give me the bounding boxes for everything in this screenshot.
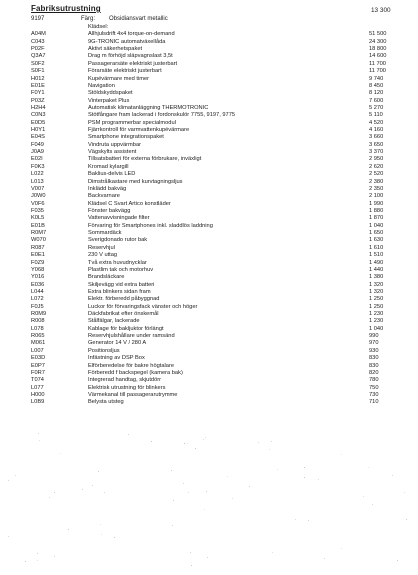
scan-speck xyxy=(92,485,93,486)
item-price: 1 320 xyxy=(369,288,384,295)
scan-speck xyxy=(104,492,105,493)
scan-speck xyxy=(98,471,99,472)
item-price: 820 xyxy=(369,369,379,376)
item-description: PSM programmerbar specialmodul xyxy=(88,119,176,126)
scan-speck xyxy=(114,537,115,538)
item-price: 1 040 xyxy=(369,325,384,332)
item-price: 1 320 xyxy=(369,281,384,288)
scan-speck xyxy=(183,483,184,484)
equipment-row xyxy=(31,348,411,355)
item-code: J0A9 xyxy=(31,149,44,156)
item-code: L078 xyxy=(31,325,44,332)
item-code: V0F6 xyxy=(31,200,45,207)
item-price: 5 270 xyxy=(369,104,384,111)
item-price: 830 xyxy=(369,355,379,362)
equipment-row xyxy=(31,260,411,267)
equipment-row xyxy=(31,83,411,90)
equipment-row xyxy=(31,193,411,200)
item-description: Stålfälgar, lackerade xyxy=(88,318,140,325)
equipment-row xyxy=(31,282,411,289)
item-description: Extra blinkers sidan fram xyxy=(88,288,151,295)
item-code: F0J5 xyxy=(31,303,44,310)
scan-speck xyxy=(206,491,207,492)
item-description: Klädsel C Svart Artico konstläder xyxy=(88,200,171,207)
item-description: Backvarnare xyxy=(88,193,120,200)
scan-speck xyxy=(190,552,191,553)
equipment-row xyxy=(31,215,411,222)
scan-speck xyxy=(15,475,16,476)
scan-speck xyxy=(68,529,69,530)
scan-speck xyxy=(272,552,273,553)
item-code: E036 xyxy=(31,281,45,288)
item-code: E0D5 xyxy=(31,119,46,126)
scan-speck xyxy=(184,443,185,444)
equipment-row xyxy=(31,53,411,60)
scan-speck xyxy=(304,467,305,468)
equipment-row xyxy=(31,98,411,105)
item-price: 1 380 xyxy=(369,274,384,281)
item-description: Dimstrålkastare med kurvtagningsljus xyxy=(88,178,183,185)
equipment-row xyxy=(31,208,411,215)
equipment-row xyxy=(31,31,411,38)
item-price: 970 xyxy=(369,340,379,347)
item-price: 1 230 xyxy=(369,311,384,318)
item-description: Vindruta uppvärmbar xyxy=(88,141,142,148)
scan-speck xyxy=(37,553,38,554)
item-code: S0F1 xyxy=(31,68,45,75)
item-description: Vattenavvisningade filter xyxy=(88,215,150,222)
item-description: Fönster bakvägg xyxy=(88,207,131,214)
equipment-row xyxy=(31,39,411,46)
scan-speck xyxy=(8,536,9,537)
scan-speck xyxy=(406,519,407,520)
item-code: E03D xyxy=(31,355,46,362)
equipment-row xyxy=(31,179,411,186)
scan-speck xyxy=(249,486,250,487)
item-description: 9G-TRONIC automatväxellåda xyxy=(88,38,166,45)
scan-speck xyxy=(318,479,319,480)
item-code: S0F2 xyxy=(31,60,45,67)
equipment-row xyxy=(31,186,411,193)
equipment-row xyxy=(31,267,411,274)
equipment-row xyxy=(31,171,411,178)
item-code: L0B9 xyxy=(31,399,45,406)
scan-speck xyxy=(205,437,206,438)
item-price: 1 440 xyxy=(369,266,384,273)
scan-speck xyxy=(308,520,309,521)
scan-speck xyxy=(54,492,55,493)
scan-speck xyxy=(173,500,174,501)
item-description: Elförberedelse för bakre högtalare xyxy=(88,362,174,369)
item-code: H012 xyxy=(31,75,45,82)
item-description: Vinterpaket Plus xyxy=(88,97,130,104)
item-description: Förberedd f backspegel (kamera bak) xyxy=(88,369,183,376)
item-code: E01E xyxy=(31,82,45,89)
scan-speck xyxy=(191,565,192,566)
item-price: 8 450 xyxy=(369,82,384,89)
equipment-row xyxy=(31,142,411,149)
item-description: Kablage för bakljuktor förlängt xyxy=(88,325,164,332)
item-code: E04S xyxy=(31,134,45,141)
scan-speck xyxy=(304,477,305,478)
item-price: 1 650 xyxy=(369,230,384,237)
equipment-row xyxy=(31,90,411,97)
item-code: M061 xyxy=(31,340,46,347)
item-code: L044 xyxy=(31,288,44,295)
equipment-row xyxy=(31,274,411,281)
item-code: R0M9 xyxy=(31,311,47,318)
scan-speck xyxy=(100,524,101,525)
item-price: 7 600 xyxy=(369,97,384,104)
item-code: F049 xyxy=(31,141,44,148)
item-code: V007 xyxy=(31,185,45,192)
item-description: Positionsljus xyxy=(88,347,120,354)
item-code: C043 xyxy=(31,38,45,45)
item-code: R0M7 xyxy=(31,230,47,237)
item-description: Automatisk klimatanläggning THERMOTRONIC xyxy=(88,104,209,111)
equipment-row xyxy=(31,377,411,384)
equipment-row xyxy=(31,68,411,75)
item-description: Vägskylts assistent xyxy=(88,149,137,156)
item-description: Elektrisk utrustning för blinkers xyxy=(88,384,166,391)
item-code: P02F xyxy=(31,46,45,53)
equipment-row xyxy=(31,370,411,377)
item-description: Infästning av DSP Box xyxy=(88,355,145,362)
scan-speck xyxy=(227,476,228,477)
item-price: 1 990 xyxy=(369,200,384,207)
item-price: 4 520 xyxy=(369,119,384,126)
item-description: Elektr. förberedd påbyggnad xyxy=(88,296,160,303)
item-code: A04M xyxy=(31,31,46,38)
equipment-row xyxy=(31,134,411,141)
item-description: Plastlim tak och motorhuv xyxy=(88,266,154,273)
equipment-row xyxy=(31,296,411,303)
scan-speck xyxy=(258,442,259,443)
scan-speck xyxy=(295,519,296,520)
item-code: L013 xyxy=(31,178,44,185)
item-code: H2H4 xyxy=(31,104,46,111)
equipment-row xyxy=(31,355,411,362)
equipment-row xyxy=(31,201,411,208)
item-description: Förvaring för Smartphones inkl. sladdlös laddning xyxy=(88,222,213,229)
scan-speck xyxy=(8,480,9,481)
item-price: 1 230 xyxy=(369,318,384,325)
item-price: 51 500 xyxy=(369,31,387,38)
equipment-row xyxy=(31,340,411,347)
item-description: Brandsläckare xyxy=(88,274,125,281)
color-code: 9197 xyxy=(31,16,45,22)
scan-speck xyxy=(187,443,188,444)
item-price: 2 620 xyxy=(369,163,384,170)
item-price: 2 380 xyxy=(369,178,384,185)
item-price: 710 xyxy=(369,399,379,406)
item-description: Belysta utsteg xyxy=(88,399,124,406)
equipment-row xyxy=(31,318,411,325)
scan-speck xyxy=(195,448,196,449)
item-price: 1 490 xyxy=(369,259,384,266)
color-label: Färg: xyxy=(81,16,96,22)
item-description: Luckor för förvaringsfack vänster och höger xyxy=(88,303,198,310)
item-description: Stöldskyddspaket xyxy=(88,90,133,97)
scan-speck xyxy=(397,560,398,561)
item-price: 11 700 xyxy=(369,68,386,75)
equipment-row xyxy=(31,392,411,399)
scan-speck xyxy=(101,534,102,535)
item-description: 230 V uttag xyxy=(88,252,118,259)
item-code: E0P7 xyxy=(31,362,45,369)
item-price: 750 xyxy=(369,384,379,391)
scan-speck xyxy=(232,498,233,499)
item-code: F0Z9 xyxy=(31,259,45,266)
item-description: Integrerad handtag, skjutdörr xyxy=(88,377,162,384)
item-description: Passagerarsäte elektriskt justerbart xyxy=(88,60,178,67)
scan-speck xyxy=(82,489,83,490)
item-price: 14 600 xyxy=(369,53,387,60)
scan-speck xyxy=(341,454,342,455)
item-code: L077 xyxy=(31,384,44,391)
item-price: 1 250 xyxy=(369,296,384,303)
item-code: Q3A7 xyxy=(31,53,46,60)
equipment-row xyxy=(31,245,411,252)
item-description: Smartphone integrationspaket xyxy=(88,134,164,141)
item-description: Inklädd bakväg xyxy=(88,185,127,192)
scan-speck xyxy=(39,440,40,441)
item-price: 1 630 xyxy=(369,237,384,244)
equipment-row xyxy=(31,76,411,83)
item-description: Sverigdonado rutor bak xyxy=(88,237,148,244)
equipment-row xyxy=(31,385,411,392)
equipment-row xyxy=(31,304,411,311)
item-code: C0N3 xyxy=(31,112,46,119)
item-price: 11 700 xyxy=(369,60,386,67)
scan-speck xyxy=(372,504,373,505)
scan-speck xyxy=(324,558,325,559)
scan-speck xyxy=(363,496,364,497)
item-code: R065 xyxy=(31,333,45,340)
item-price: 9 740 xyxy=(369,75,384,82)
item-price: 24 300 xyxy=(369,38,387,45)
item-description: Baklius-delvis LED xyxy=(88,171,136,178)
item-code: H000 xyxy=(31,391,45,398)
item-description: Aktivt säkerhetspaket xyxy=(88,46,143,53)
item-description: Drag m förhöjd släpvagnslast 3,5t xyxy=(88,53,173,60)
scan-speck xyxy=(54,556,55,557)
item-description: Generator 14 V / 280 A xyxy=(88,340,147,347)
equipment-row xyxy=(31,326,411,333)
scan-speck xyxy=(341,548,342,549)
equipment-row xyxy=(31,333,411,340)
scan-speck xyxy=(207,557,208,558)
item-price: 1 250 xyxy=(369,303,384,310)
equipment-row xyxy=(31,230,411,237)
scan-speck xyxy=(128,434,129,435)
scan-speck xyxy=(60,453,61,454)
item-price: 8 120 xyxy=(369,90,384,97)
scan-speck xyxy=(25,561,26,562)
item-description: Tillsatsbatteri för externa förbrukare, inväxligt xyxy=(88,156,202,163)
item-price: 2 350 xyxy=(369,185,384,192)
item-description: Allhjulsdrift 4x4 torque-on-demand xyxy=(88,31,175,38)
item-code: W070 xyxy=(31,237,46,244)
item-price: 1 610 xyxy=(369,244,384,251)
item-code: T074 xyxy=(31,377,44,384)
scan-speck xyxy=(204,509,205,510)
item-price: 1 880 xyxy=(369,207,384,214)
scan-speck xyxy=(203,439,204,440)
scan-speck xyxy=(404,492,405,493)
item-description: Kupévärmare med timer xyxy=(88,75,150,82)
equipment-row xyxy=(31,127,411,134)
item-description: Sommardäck xyxy=(88,230,122,237)
item-description: Reservhjul xyxy=(88,244,115,251)
equipment-row xyxy=(31,363,411,370)
item-description: Däckfabrikat efter önskemål xyxy=(88,311,159,318)
item-price: 1 040 xyxy=(369,222,384,229)
equipment-row xyxy=(31,120,411,127)
equipment-row xyxy=(31,252,411,259)
item-code: E01B xyxy=(31,222,45,229)
item-description: Reservhjulshållare under ramsänd xyxy=(88,333,175,340)
item-price: 830 xyxy=(369,362,379,369)
item-code: R087 xyxy=(31,244,45,251)
item-code: R008 xyxy=(31,318,45,325)
item-price: 990 xyxy=(369,333,379,340)
item-code: J0W0 xyxy=(31,193,46,200)
item-price: 2 520 xyxy=(369,171,384,178)
equipment-row xyxy=(31,164,411,171)
scan-speck xyxy=(172,525,173,526)
equipment-row xyxy=(31,399,411,406)
item-code: H0Y1 xyxy=(31,127,46,134)
item-code: F0R7 xyxy=(31,369,45,376)
scan-speck xyxy=(151,441,152,442)
scan-speck xyxy=(271,441,272,442)
item-description: Förarsäte elektriskt justerbart xyxy=(88,68,162,75)
item-price: 5 110 xyxy=(369,112,383,119)
scan-speck xyxy=(277,469,278,470)
equipment-row xyxy=(31,156,411,163)
item-price: 3 660 xyxy=(369,134,384,141)
scan-speck xyxy=(392,475,393,476)
item-code: K0L5 xyxy=(31,215,45,222)
scan-speck xyxy=(269,449,270,450)
item-code: L007 xyxy=(31,347,44,354)
equipment-list xyxy=(31,24,411,407)
equipment-row xyxy=(31,223,411,230)
scan-speck xyxy=(38,433,39,434)
item-price: 730 xyxy=(369,391,379,398)
item-price: 930 xyxy=(369,347,379,354)
item-description: Två extra huvudnycklar xyxy=(88,259,147,266)
color-value: Obsidiansvart metallic xyxy=(109,16,168,22)
item-price: 1 510 xyxy=(369,252,384,259)
equipment-row xyxy=(31,112,411,119)
scan-speck xyxy=(37,560,38,561)
item-price: 780 xyxy=(369,377,379,384)
color-row xyxy=(31,16,411,24)
item-code: E02I xyxy=(31,156,43,163)
scan-speck xyxy=(188,492,189,493)
item-price: 3 370 xyxy=(369,149,384,156)
item-description: Skiljevägg vid extra batteri xyxy=(88,281,155,288)
item-code: F035 xyxy=(31,207,44,214)
item-price: 2 950 xyxy=(369,156,384,163)
equipment-row xyxy=(31,237,411,244)
item-code: L072 xyxy=(31,296,44,303)
item-price: 18 800 xyxy=(369,46,387,53)
item-code: F0Y1 xyxy=(31,90,45,97)
item-code: P03Z xyxy=(31,97,45,104)
item-description: Kromad kylargill xyxy=(88,163,129,170)
scan-speck xyxy=(171,470,172,471)
equipment-row xyxy=(31,24,411,31)
total-price: 13 300 xyxy=(371,7,391,14)
item-code: L022 xyxy=(31,171,44,178)
equipment-row xyxy=(31,149,411,156)
item-description: Klädsel: xyxy=(88,24,109,30)
item-description: Navigation xyxy=(88,82,115,89)
item-price: 2 100 xyxy=(369,193,384,200)
equipment-row xyxy=(31,61,411,68)
item-description: Fjärrkontroll för varmvattenkupévärmare xyxy=(88,127,190,134)
item-price: 1 870 xyxy=(369,215,384,222)
item-price: 3 650 xyxy=(369,141,384,148)
equipment-row xyxy=(31,46,411,53)
scan-speck xyxy=(368,467,369,468)
scan-speck xyxy=(49,497,50,498)
item-code: F0K3 xyxy=(31,163,45,170)
item-price: 4 160 xyxy=(369,127,384,134)
item-description: Stötfångare fram lackerad i fordonskulör 7755, 9197, 9775 xyxy=(88,112,236,119)
item-code: Y016 xyxy=(31,274,45,281)
item-code: E0E1 xyxy=(31,252,45,259)
item-code: Y068 xyxy=(31,266,45,273)
document-title: Fabriksutrustning xyxy=(31,4,101,13)
item-description: Värmekanal till passagerarutrymme xyxy=(88,391,178,398)
